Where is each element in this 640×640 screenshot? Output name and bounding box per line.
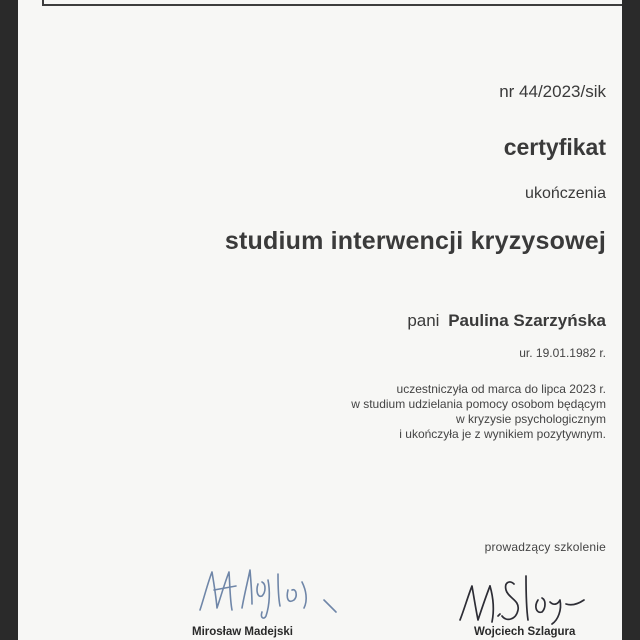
- completion-label: ukończenia: [525, 185, 606, 202]
- certificate-number: nr 44/2023/sik: [499, 82, 606, 101]
- signature-stroke: [498, 614, 500, 616]
- signature-right: [454, 570, 594, 630]
- course-name: studium interwencji kryzysowej: [224, 227, 606, 255]
- signature-stroke: [460, 586, 490, 620]
- signatory-name-right: Wojciech Szlagura: [474, 626, 576, 638]
- signatory-name-left: Mirosław Madejski: [192, 626, 293, 638]
- leader-label: prowadzący szkolenie: [484, 540, 606, 554]
- birth-date: ur. 19.01.1982 r.: [519, 346, 606, 360]
- signature-stroke: [302, 582, 306, 608]
- certificate-title: certyfikat: [503, 134, 606, 160]
- recipient-name: Paulina Szarzyńska: [448, 311, 606, 330]
- signature-stroke: [526, 576, 528, 620]
- signature-stroke: [550, 600, 561, 624]
- signature-stroke: [324, 600, 336, 612]
- description-line: uczestniczyła od marca do lipca 2023 r.: [396, 382, 606, 396]
- signature-stroke: [257, 582, 265, 596]
- signature-left: [192, 560, 342, 624]
- signature-stroke: [278, 574, 280, 606]
- top-border-frame: [42, 0, 622, 6]
- signature-stroke: [490, 586, 493, 622]
- signature-stroke: [242, 570, 252, 608]
- description-line: i ukończyła je z wynikiem pozytywnym.: [399, 427, 606, 441]
- description-line: w kryzysie psychologicznym: [455, 412, 606, 426]
- description: [351, 382, 606, 442]
- certificate-page: [18, 0, 622, 640]
- signature-stroke: [536, 598, 545, 612]
- signature-stroke: [566, 600, 584, 605]
- recipient-prefix: pani: [407, 311, 440, 330]
- signature-stroke: [214, 586, 236, 590]
- recipient-line: [407, 311, 606, 331]
- description-line: w studium udzielania pomocy osobom będącym: [351, 397, 606, 411]
- signature-stroke: [502, 582, 518, 619]
- signature-stroke: [200, 572, 232, 610]
- signature-stroke: [287, 590, 296, 602]
